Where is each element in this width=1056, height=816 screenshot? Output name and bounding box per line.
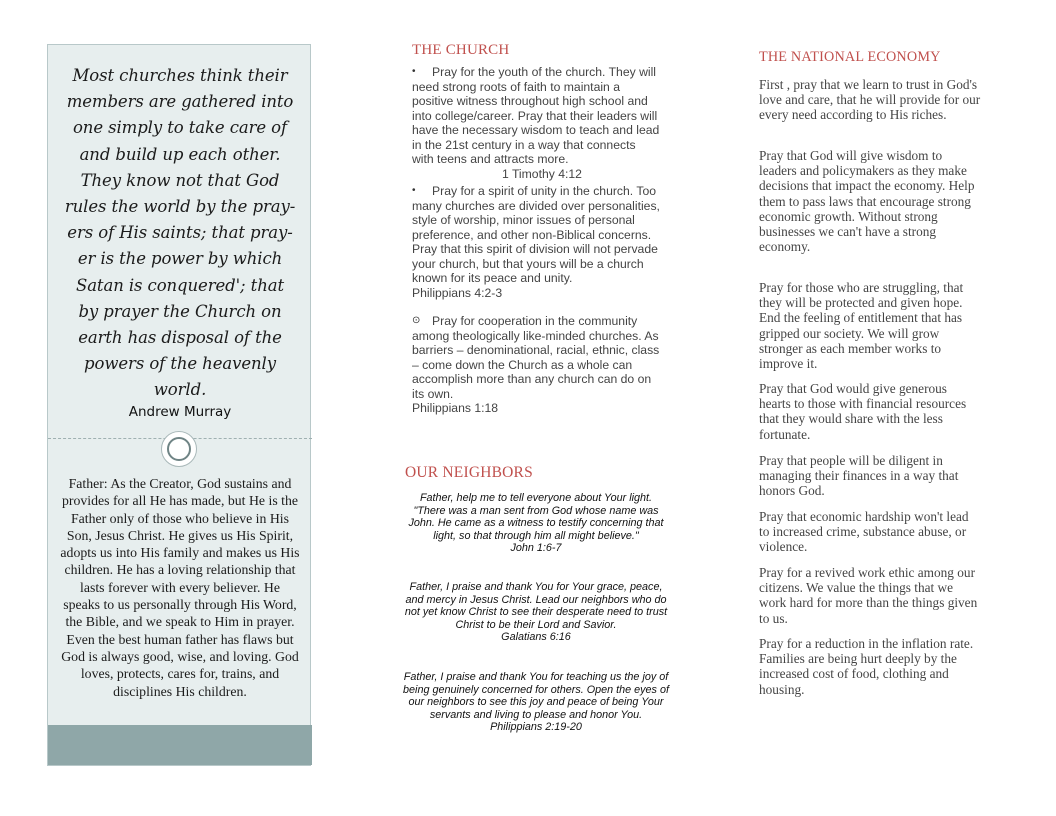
- economy-paragraph: First , pray that we learn to trust in God's love and care, that he will provide for our every need according to His riches.: [759, 77, 981, 123]
- economy-paragraph: Pray that God will give wisdom to leaders and policymakers as they make decisions that impact the economy. Help them to pass laws that encourage strong economic growth. Without strong businesses we can't have a strong economy.: [759, 148, 975, 255]
- scripture-reference: Philippians 1:18: [412, 401, 499, 415]
- church-prayer-text: Pray for cooperation in the community among theologically like-minded churches. As barriers – denominational, racial, ethnic, class – come down the Church as a whole can accomplish more than any church can do on its own.: [412, 314, 660, 401]
- church-prayer-item: [412, 65, 660, 181]
- church-prayer-text: Pray for the youth of the church. They will need strong roots of faith to maintain a positive witness throughout high school and into college/career. Pray that their leaders will have the necessary wisdom to teach and lead in the 21st century in a way that connects with teens and attracts more.: [412, 65, 660, 166]
- economy-section-title: THE NATIONAL ECONOMY: [759, 49, 941, 65]
- quote-line: world.: [153, 380, 207, 400]
- quote-line: powers of the heavenly: [84, 354, 276, 374]
- panel-footer-bar: [48, 725, 312, 765]
- quote-line: and build up each other.: [79, 144, 281, 164]
- quote-line: earth has disposal of the: [78, 328, 282, 348]
- quote-line: They know not that God: [80, 170, 280, 190]
- neighbor-prayer-text: Father, I praise and thank You for teaching us the joy of being genuinely concerned for others. Open the eyes of our neighbors to see this joy and peace of being Your servants and living to please and honor You.: [403, 671, 669, 721]
- quote-line: Most churches think their: [72, 66, 288, 85]
- scripture-reference: Philippians 2:19-20: [490, 721, 582, 734]
- scripture-reference: John 1:6-7: [510, 542, 562, 555]
- circle-medallion-icon: [161, 431, 197, 467]
- quote-line: rules the world by the pray-: [64, 197, 296, 217]
- quote-line: members are gathered into: [66, 92, 294, 112]
- neighbor-prayer: [403, 671, 669, 734]
- quote-line: Satan is conquered'; that: [75, 275, 284, 295]
- bullet-icon: •: [412, 185, 416, 196]
- left-panel: [47, 44, 311, 766]
- bullet-icon: •: [412, 66, 416, 77]
- father-prayer-text: Father: As the Creator, God sustains and provides for all He has made, but He is the Father only of those who believe in His Son, Jesus Christ. He gives us His Spirit, adopts us into His family and makes us His children. He has a loving relationship that lasts forever with every believer. He speaks to us personally through His Word, the Bible, and we speak to Him in prayer. Even the best human father has flaws but God is always good, wise, and loving. God loves, protects, cares for, trains, and disciplines His children.: [60, 476, 300, 699]
- economy-paragraph: Pray that economic hardship won't lead to increased crime, substance abuse, or violence.: [759, 509, 969, 555]
- neighbor-prayer-text: Father, I praise and thank You for Your grace, peace, and mercy in Jesus Christ. Lead our neighbors who do not yet know Christ to see their desperate need to trust Christ to be their Lord and Savior.: [404, 581, 668, 631]
- quote-line: by prayer the Church on: [78, 301, 282, 321]
- church-prayer-text: Pray for a spirit of unity in the church. Too many churches are divided over personalities, style of worship, minor issues of personal preference, and other non-Biblical concerns. Pray that this spirit of division will not pervade your church, but that yours will be a church known for its peace and unity.: [412, 184, 660, 285]
- church-prayer-item: [412, 314, 660, 416]
- economy-paragraph: Pray for a revived work ethic among our citizens. We value the things that we work hard for more than the things given to us.: [759, 565, 978, 626]
- economy-paragraph: Pray for those who are struggling, that they will be protected and given hope. End the feeling of entitlement that has gripped our society. We will grow stronger as each member works to improve it.: [759, 280, 964, 372]
- scripture-reference: 1 Timothy 4:12: [502, 166, 582, 181]
- economy-paragraph: Pray that God would give generous hearts to those with financial resources that they would share with the less fortunate.: [759, 381, 967, 442]
- scripture-reference: Galatians 6:16: [501, 631, 571, 644]
- quote: [48, 63, 312, 404]
- quote-line: ers of His saints; that pray-: [67, 223, 293, 243]
- economy-paragraph: Pray for a reduction in the inflation rate. Families are being hurt deeply by the increased cost of food, clothing and housing.: [759, 636, 974, 697]
- quote-line: one simply to take care of: [72, 118, 288, 138]
- scripture-reference: Philippians 4:2-3: [412, 285, 503, 300]
- quote-line: er is the power by which: [77, 249, 283, 269]
- quote-author: Andrew Murray: [128, 404, 232, 420]
- neighbor-prayer-text: Father, help me to tell everyone about Your light. "There was a man sent from God whose name was John. He came as a witness to testify concerning that light, so that through him all might believe.": [408, 492, 664, 542]
- church-section-title: THE CHURCH: [412, 42, 510, 58]
- neighbor-prayer: [403, 492, 669, 555]
- target-bullet-icon: ⊙: [412, 315, 421, 326]
- economy-paragraph: Pray that people will be diligent in managing their finances in a way that honors God.: [759, 453, 959, 499]
- neighbor-prayer: [403, 581, 669, 644]
- neighbors-section-title: OUR NEIGHBORS: [405, 464, 533, 481]
- church-prayer-item: [412, 184, 660, 300]
